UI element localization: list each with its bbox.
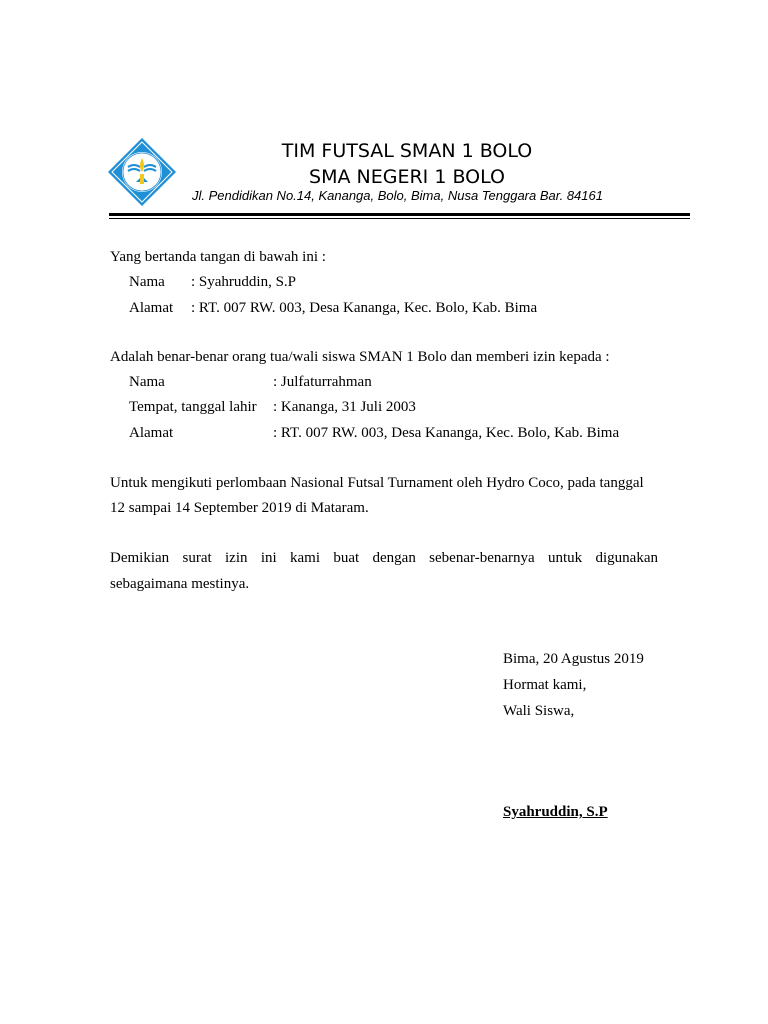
student-birth-label: Tempat, tanggal lahir	[129, 399, 257, 415]
signature-place-date: Bima, 20 Agustus 2019	[503, 651, 644, 667]
signer-address-value: : RT. 007 RW. 003, Desa Kananga, Kec. Bolo, Kab. Bima	[191, 300, 538, 316]
letterhead-rule-thin	[109, 218, 690, 219]
student-address-value: : RT. 007 RW. 003, Desa Kananga, Kec. Bolo, Kab. Bima	[273, 425, 620, 441]
closing-line-1: Demikian surat izin ini kami buat dengan sebenar-benarnya untuk digunakan	[110, 550, 658, 566]
signature-role: Wali Siswa,	[503, 703, 575, 719]
letterhead-subtitle: SMA NEGERI 1 BOLO	[309, 166, 505, 188]
purpose-line-2: 12 sampai 14 September 2019 di Mataram.	[110, 500, 369, 516]
signature-name: Syahruddin, S.P	[503, 804, 608, 820]
signer-name-value: : Syahruddin, S.P	[191, 274, 297, 290]
student-address-label: Alamat	[129, 425, 174, 441]
signer-address-label: Alamat	[129, 300, 174, 316]
closing-line-2: sebagaimana mestinya.	[110, 576, 250, 592]
statement-line: Adalah benar-benar orang tua/wali siswa SMAN 1 Bolo dan memberi izin kepada :	[110, 349, 610, 365]
student-name-value: : Julfaturrahman	[273, 374, 372, 390]
letterhead-address: Jl. Pendidikan No.14, Kananga, Bolo, Bima, Nusa Tenggara Bar. 84161	[192, 188, 603, 203]
opening-line: Yang bertanda tangan di bawah ini :	[110, 249, 326, 265]
student-birth-value: : Kananga, 31 Juli 2003	[273, 399, 416, 415]
signer-name-label: Nama	[129, 274, 165, 290]
letterhead-rule-thick	[109, 213, 690, 216]
signature-greeting: Hormat kami,	[503, 677, 587, 693]
student-name-label: Nama	[129, 374, 165, 390]
purpose-line-1: Untuk mengikuti perlombaan Nasional Futsal Turnament oleh Hydro Coco, pada tanggal	[110, 475, 644, 491]
letterhead-title: TIM FUTSAL SMAN 1 BOLO	[281, 140, 533, 162]
